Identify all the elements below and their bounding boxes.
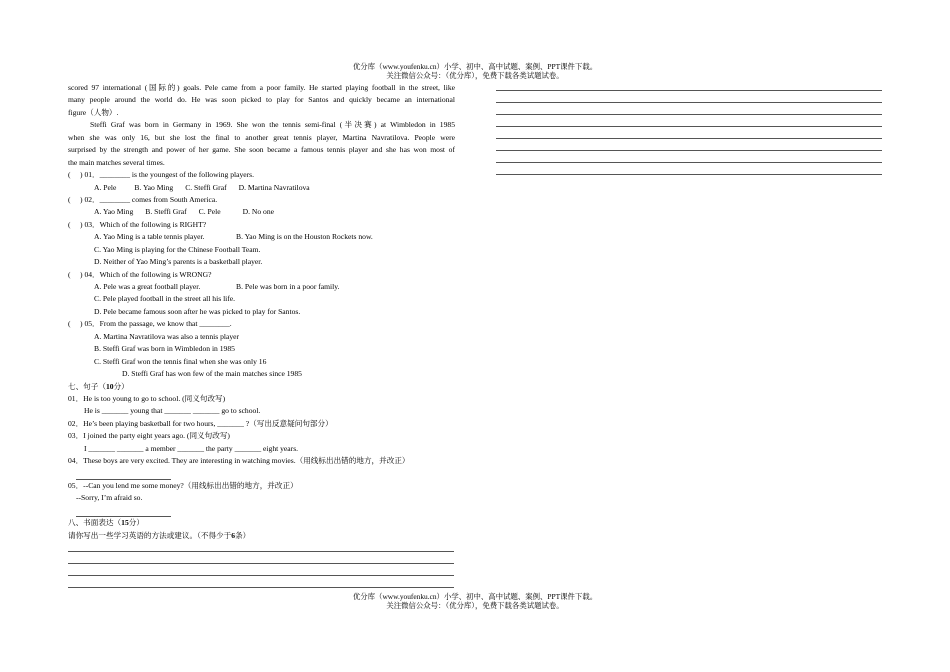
question-stem: ( ) 03．Which of the following is RIGHT? <box>68 219 207 229</box>
writing-line[interactable] <box>496 162 882 163</box>
footer-line-1: 优分库（www.youfenku.cn）小学、初中、高中试题、案例、PPT课件下载。 <box>352 592 598 601</box>
writing-line[interactable] <box>68 587 454 588</box>
writing-prompt-number: 6 <box>231 530 236 540</box>
section-score: 15 <box>121 518 129 528</box>
question-stem: ( ) 02．________ comes from South America. <box>68 194 218 204</box>
answer-line[interactable] <box>68 505 455 517</box>
writing-line[interactable] <box>496 150 882 151</box>
option: D. Martina Navratilova <box>238 182 310 192</box>
option: C. Steffi Graf won the tennis final when she was only 16 <box>94 356 267 366</box>
option: D. No one <box>242 207 275 217</box>
writing-line[interactable] <box>496 126 882 127</box>
option: C. Pele <box>198 207 221 217</box>
sentence-answer: I _______ _______ a member _______ the party _______ eight years. <box>84 443 299 453</box>
writing-line[interactable] <box>496 174 882 175</box>
sentence-item: 04．These boys are very excited. They are interesting in watching movies.（用线标出出错的地方，并改正） <box>68 456 410 466</box>
writing-prompt-text: 条） <box>235 530 251 540</box>
header-line-1: 优分库（www.youfenku.cn）小学、初中、高中试题、案例、PPT课件下载。 <box>352 62 598 71</box>
passage-line: many people around the world do. He was soon picked to play for Santos and quickly became an international <box>68 95 455 105</box>
option: B. Steffi Graf was born in Wimbledon in 1985 <box>94 344 235 354</box>
page-header <box>0 63 950 80</box>
header-line-2: 关注微信公众号：（优分库），免费下载各类试题试卷。 <box>386 70 564 80</box>
question-options <box>68 281 455 293</box>
section-title-text: 七、句子（ <box>68 381 106 391</box>
writing-prompt <box>68 530 455 542</box>
answer-line[interactable] <box>68 468 455 480</box>
section-title-text: 分） <box>113 381 129 391</box>
option: A. Yao Ming <box>94 207 134 217</box>
option: D. Steffi Graf has won few of the main matches since 1985 <box>122 369 302 379</box>
passage-line: Steffi Graf was born in Germany in 1969. She won the tennis semi-final (半决赛) at Wimbledon in 1985 <box>90 120 455 130</box>
sentence-item: 01．He is too young to go to school. (同义句改写) <box>68 393 226 403</box>
section-title-text: 分） <box>128 518 144 528</box>
passage-line: scored 97 international (国际的) goals. Pele came from a poor family. He started playing football in the street, like <box>68 83 455 92</box>
option: B. Pele was born in a poor family. <box>236 282 340 291</box>
question-stem: ( ) 01．________ is the youngest of the following players. <box>68 170 255 180</box>
question-stem: ( ) 04．Which of the following is WRONG? <box>68 269 212 279</box>
left-column <box>68 82 455 542</box>
passage-line: surprised by the strength and power of her game. She soon became a famous tennis player and she has won most of <box>68 145 455 155</box>
writing-line[interactable] <box>496 138 882 139</box>
option: C. Pele played football in the street all his life. <box>94 294 236 304</box>
sentence-item: 03．I joined the party eight years ago. (同义句改写) <box>68 431 230 441</box>
option: C. Steffi Graf <box>185 182 227 192</box>
option: B. Steffi Graf <box>145 207 187 217</box>
option: A. Pele was a great football player. <box>94 282 201 291</box>
option: A. Yao Ming is a table tennis player. <box>94 232 205 242</box>
option: B. Yao Ming <box>134 182 174 192</box>
option: D. Neither of Yao Ming’s parents is a basketball player. <box>94 257 263 267</box>
option: C. Yao Ming is playing for the Chinese Football Team. <box>94 244 261 254</box>
section-score: 10 <box>105 381 114 391</box>
writing-line[interactable] <box>68 575 454 576</box>
writing-line[interactable] <box>496 102 882 103</box>
passage-line: figure（人物）. <box>68 107 119 117</box>
section-title <box>68 381 455 393</box>
option: D. Pele became famous soon after he was picked to play for Santos. <box>94 306 301 316</box>
passage-line: when she was only 16, but she lost the final to another great tennis player, Martina Navratilova. People were <box>68 132 455 142</box>
writing-line[interactable] <box>68 551 454 552</box>
writing-line[interactable] <box>496 114 882 115</box>
option: B. Yao Ming is on the Houston Rockets now. <box>236 232 373 242</box>
page-footer <box>0 593 950 610</box>
question-options <box>68 231 455 243</box>
question-options <box>68 206 455 218</box>
option: A. Martina Navratilova was also a tennis player <box>94 331 240 341</box>
section-title-text: 八、书面表达（ <box>68 518 122 528</box>
writing-line[interactable] <box>496 90 882 91</box>
sentence-answer: He is _______ young that _______ _______ go to school. <box>84 406 261 416</box>
question-stem: ( ) 05．From the passage, we know that ________. <box>68 319 232 329</box>
sentence-item: --Sorry, I’m afraid so. <box>76 493 143 503</box>
footer-line-2: 关注微信公众号：（优分库），免费下载各类试题试卷。 <box>386 600 564 610</box>
section-title <box>68 517 455 529</box>
writing-prompt-text: 请你写出一些学习英语的方法或建议。（不得少于 <box>68 530 232 540</box>
option: A. Pele <box>94 182 117 192</box>
writing-line[interactable] <box>68 563 454 564</box>
sentence-item: 02．He’s been playing basketball for two hours, _______ ?（写出反意疑问句部分） <box>68 418 333 428</box>
sentence-item: 05．--Can you lend me some money?（用线标出出错的地方，并改正） <box>68 481 298 490</box>
question-options <box>68 182 455 194</box>
passage-line: the main matches several times. <box>68 157 165 167</box>
